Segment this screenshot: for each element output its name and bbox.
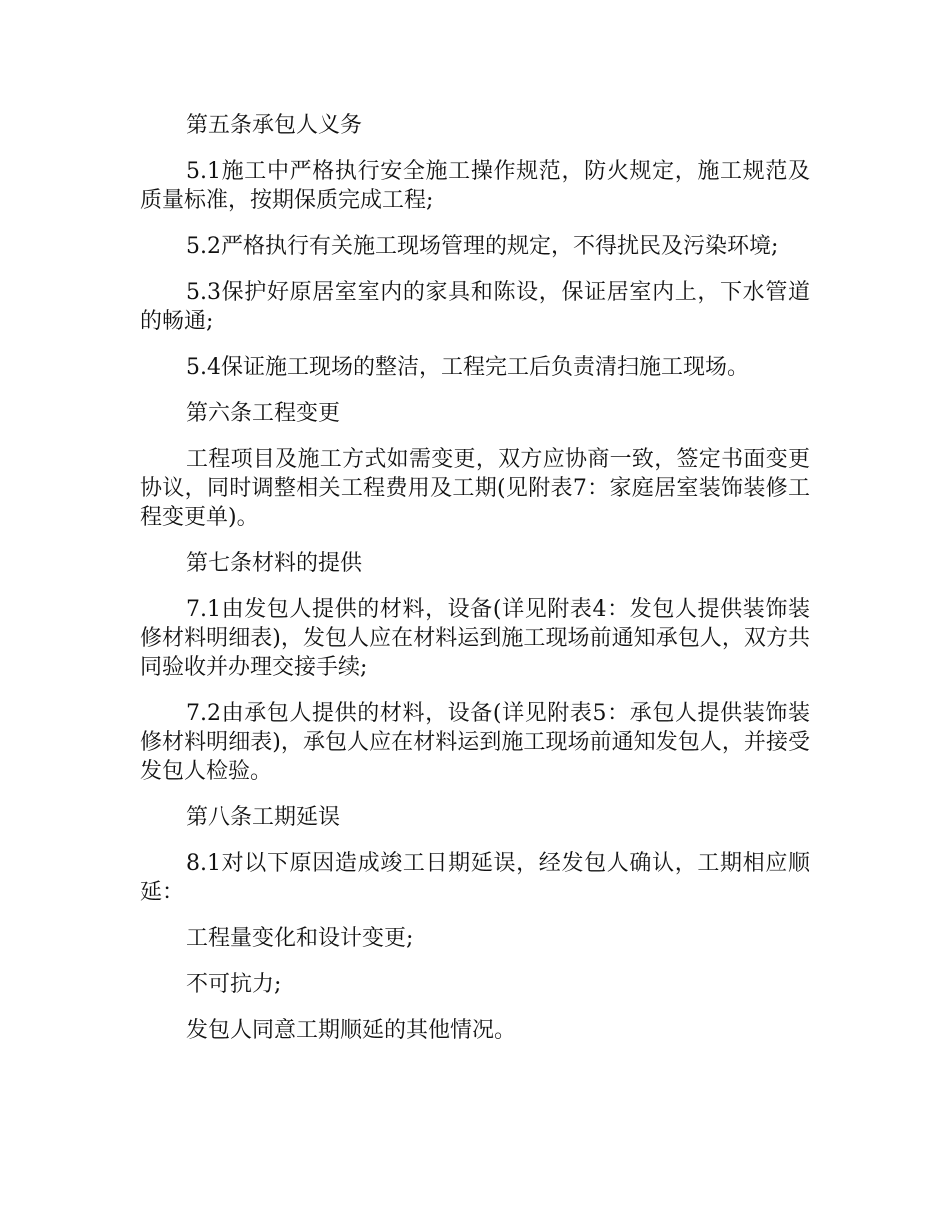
clause-7-1: 7.1由发包人提供的材料，设备(详见附表4：发包人提供装饰装修材料明细表)，发包人应在材料运到施工现场前通知承包人，双方共同验收并办理交接手续;	[140, 597, 810, 680]
section-heading-article-7: 第七条材料的提供	[186, 551, 363, 576]
clause-5-2: 5.2严格执行有关施工现场管理的规定，不得扰民及污染环境;	[186, 234, 779, 259]
section-heading-article-8: 第八条工期延误	[186, 805, 341, 830]
clause-6-body: 工程项目及施工方式如需变更，双方应协商一致，签定书面变更协议，同时调整相关工程费用及工期(见附表7：家庭居室装饰装修工程变更单)。	[140, 447, 810, 530]
list-item-force-majeure: 不可抗力;	[186, 972, 282, 997]
section-heading-article-6: 第六条工程变更	[186, 401, 341, 426]
clause-7-2: 7.2由承包人提供的材料，设备(详见附表5：承包人提供装饰装修材料明细表)，承包人应在材料运到施工现场前通知发包人，并接受发包人检验。	[140, 701, 810, 784]
list-item-design-change: 工程量变化和设计变更;	[186, 926, 414, 951]
clause-5-4: 5.4保证施工现场的整洁，工程完工后负责清扫施工现场。	[186, 355, 749, 380]
list-item-other-cases: 发包人同意工期顺延的其他情况。	[186, 1018, 517, 1043]
document-body	[140, 111, 810, 1062]
clause-5-1: 5.1施工中严格执行安全施工操作规范，防火规定，施工规范及质量标准，按期保质完成工程;	[140, 159, 810, 213]
clause-5-3: 5.3保护好原居室室内的家具和陈设，保证居室内上，下水管道的畅通;	[140, 280, 810, 334]
clause-8-1: 8.1对以下原因造成竣工日期延误，经发包人确认，工期相应顺延：	[140, 851, 810, 905]
section-heading-article-5: 第五条承包人义务	[186, 113, 363, 138]
